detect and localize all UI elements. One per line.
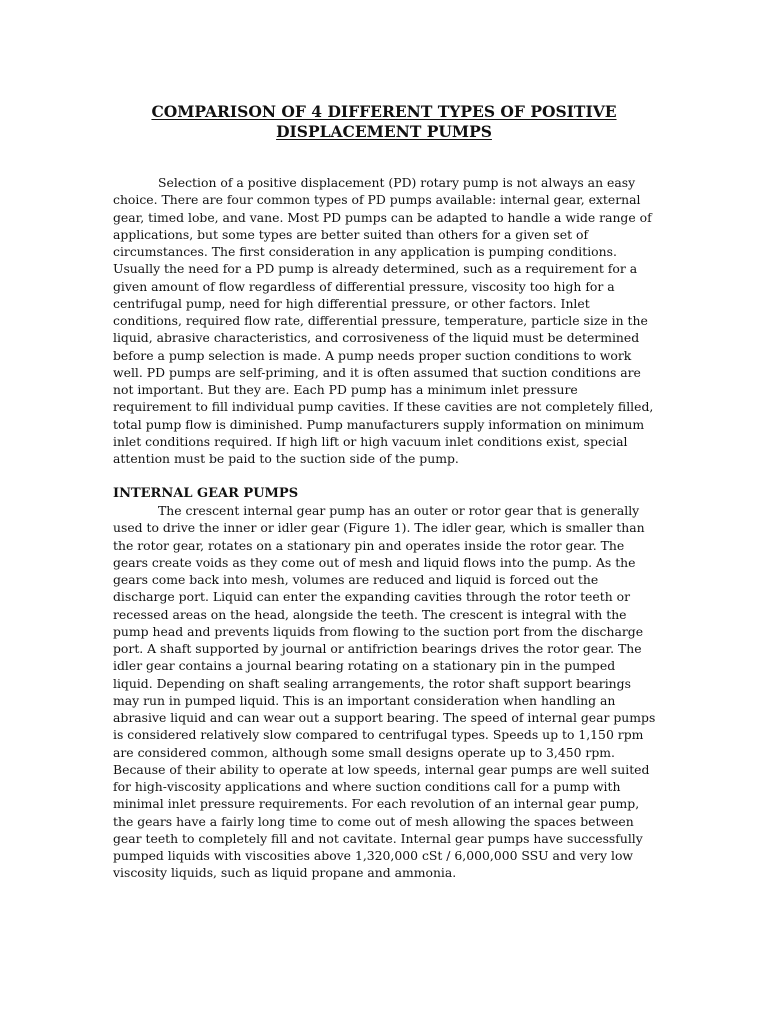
document-title	[112, 102, 656, 142]
title-line-1: COMPARISON OF 4 DIFFERENT TYPES OF POSITIVE	[151, 102, 617, 122]
section-body-internal-gear-pumps: The crescent internal gear pump has an outer or rotor gear that is generally used to drive the inner or idler gear (Figure 1). The idler gear, which is smaller than the rotor gear, rotates on a stationary pin and operates inside the rotor gear. The gears create voids as they come out of mesh and liquid flows into the pump. As the gears come back into mesh, volumes are reduced and liquid is forced out the discharge port. Liquid can enter the expanding cavities through the rotor teeth or recessed areas on the head, alongside the teeth. The crescent is integral with the pump head and prevents liquids from flowing to the suction port from the discharge port. A shaft supported by journal or antifriction bearings drives the rotor gear. The idler gear contains a journal bearing rotating on a stationary pin in the pumped liquid. Depending on shaft sealing arrangements, the rotor shaft support bearings may run in pumped liquid. This is an important consideration when handling an abrasive liquid and can wear out a support bearing. The speed of internal gear pumps is considered relatively slow compared to centrifugal types. Speeds up to 1,150 rpm are considered common, although some small designs operate up to 3,450 rpm. Because of their ability to operate at low speeds, internal gear pumps are well suited for high-viscosity applications and where suction conditions call for a pump with minimal inlet pressure requirements. For each revolution of an internal gear pump, the gears have a fairly long time to come out of mesh allowing the spaces between gear teeth to completely fill and not cavitate. Internal gear pumps have successfully pumped liquids with viscosities above 1,320,000 cSt / 6,000,000 SSU and very low viscosity liquids, such as liquid propane and ammonia.	[113, 503, 656, 881]
section-heading-internal-gear-pumps: INTERNAL GEAR PUMPS	[113, 486, 299, 501]
title-line-2: DISPLACEMENT PUMPS	[276, 122, 492, 142]
intro-paragraph: Selection of a positive displacement (PD) rotary pump is not always an easy choice. There are four common types of PD pumps available: internal gear, external gear, timed lobe, and vane. Most PD pumps can be adapted to handle a wide range of applications, but some types are better suited than others for a given set of circumstances. The first consideration in any application is pumping conditions. Usually the need for a PD pump is already determined, such as a requirement for a given amount of flow regardless of differential pressure, viscosity too high for a centrifugal pump, need for high differential pressure, or other factors. Inlet conditions, required flow rate, differential pressure, temperature, particle size in the liquid, abrasive characteristics, and corrosiveness of the liquid must be determined before a pump selection is made. A pump needs proper suction conditions to work well. PD pumps are self-priming, and it is often assumed that suction conditions are not important. But they are. Each PD pump has a minimum inlet pressure requirement to fill individual pump cavities. If these cavities are not completely filled, total pump flow is diminished. Pump manufacturers supply information on minimum inlet conditions required. If high lift or high vacuum inlet conditions exist, special attention must be paid to the suction side of the pump.	[113, 175, 654, 466]
